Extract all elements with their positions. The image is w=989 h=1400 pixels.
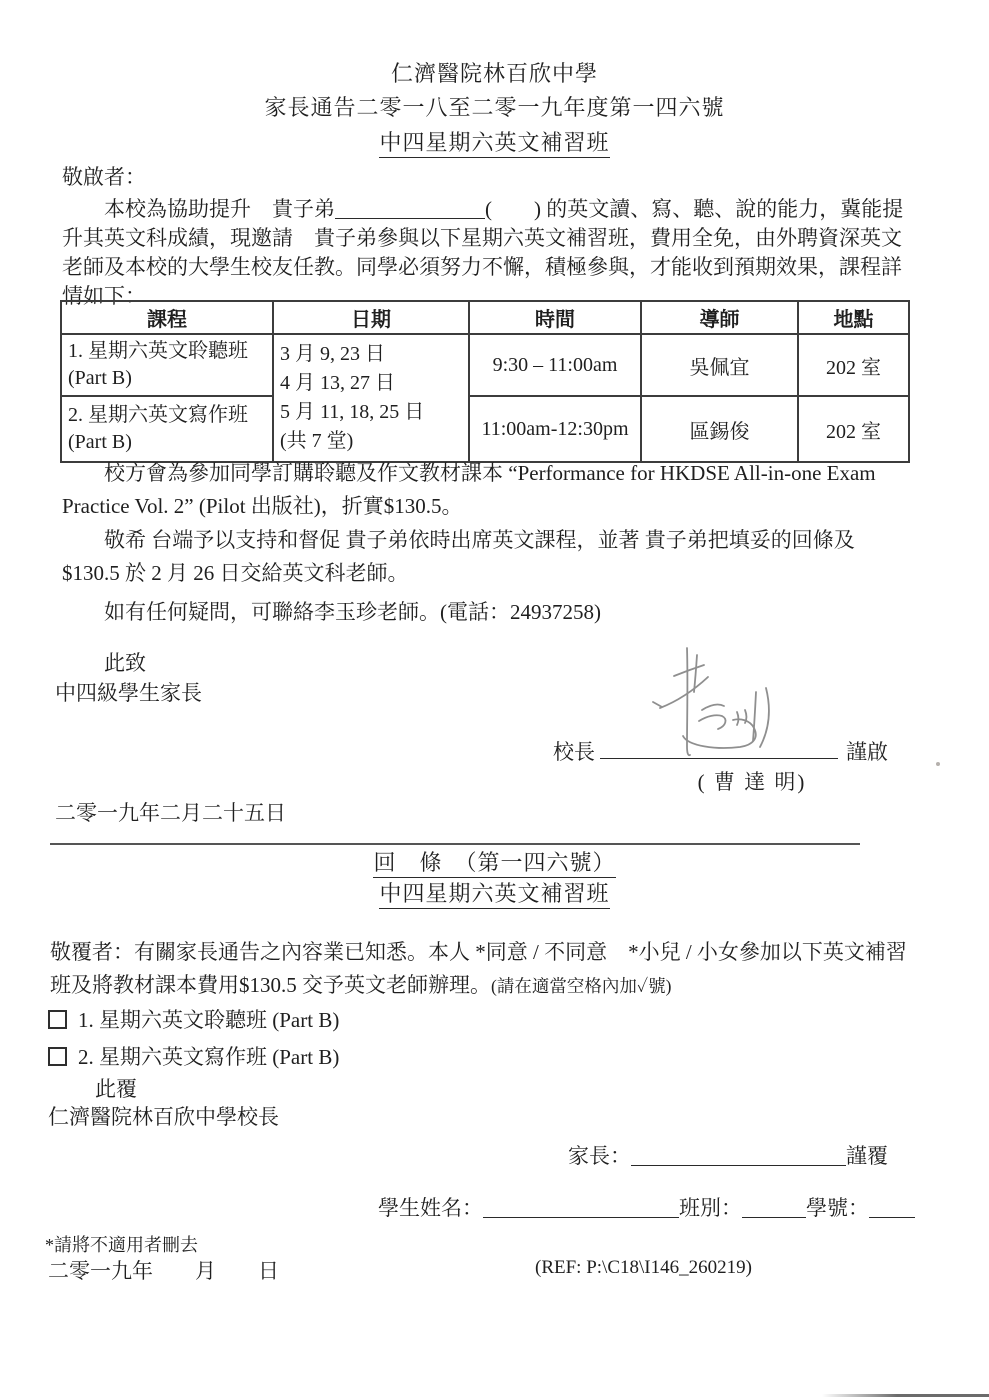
parent-respect: 謹覆 — [846, 1144, 888, 1168]
time-cell-2: 11:00am-12:30pm — [469, 396, 641, 462]
parent-label: 家長： — [568, 1144, 631, 1168]
tutor-cell-1: 吳佩宜 — [641, 334, 798, 396]
student-name-blank — [335, 198, 485, 219]
venue-cell-1: 202 室 — [798, 334, 909, 396]
reply-slip-title-wrap — [0, 846, 989, 877]
support-paragraph: 敬希 台端予以支持和督促 貴子弟依時出席英文課程，並著 貴子弟把填妥的回條及$130.5 於 2 月 26 日交給英文科老師。 — [62, 528, 855, 585]
signature-underline — [600, 758, 838, 759]
date-line-4: (共 7 堂) — [280, 430, 354, 452]
reply-addressee: 仁濟醫院林百欣中學校長 — [48, 1105, 279, 1129]
venue-cell-2: 202 室 — [798, 396, 909, 462]
notice-subject-wrap — [0, 126, 989, 157]
reply-slip-divider — [50, 843, 860, 845]
course-2-part: (Part B) — [68, 431, 132, 453]
materials-paragraph: 校方會為參加同學訂購聆聽及作文教材課本 “Performance for HKDSE All-in-one Exam Practice Vol. 2” (Pilot 出版社)，折實$130.5。 — [62, 461, 876, 518]
header-course: 課程 — [61, 301, 273, 334]
intro-text-before: 本校為協助提升 貴子弟 — [104, 197, 335, 221]
parent-signature-blank — [631, 1145, 846, 1166]
tutor-cell-2: 區錫俊 — [641, 396, 798, 462]
reply-slip-title: 回 條 （第一四六號） — [373, 850, 615, 878]
header-time: 時間 — [469, 301, 641, 334]
date-line-3: 5 月 11, 18, 25 日 — [280, 401, 425, 423]
issue-date: 二零一九年二月二十五日 — [55, 801, 286, 825]
course-2-name: 2. 星期六英文寫作班 — [68, 404, 248, 426]
closing-phrase: 此致 — [104, 651, 146, 675]
option-1-checkbox — [48, 1010, 67, 1029]
student-no-blank — [869, 1197, 915, 1218]
class-label: 班別： — [679, 1196, 742, 1220]
table-header-row — [61, 301, 909, 334]
reply-slip-subject: 中四星期六英文補習班 — [379, 881, 609, 909]
option-row-2 — [48, 1041, 339, 1071]
notice-subject: 中四星期六英文補習班 — [379, 130, 609, 158]
deletion-footnote: *請將不適用者刪去 — [45, 1235, 198, 1255]
option-2-label: 2. 星期六英文寫作班 (Part B) — [78, 1045, 340, 1069]
course-1-part: (Part B) — [68, 367, 132, 389]
principal-signature — [590, 628, 830, 768]
header-date: 日期 — [273, 301, 469, 334]
reply-body-note: (請在適當空格內加✓號) — [491, 976, 672, 996]
school-name: 仁濟醫院林百欣中學 — [390, 61, 598, 86]
recipient-line: 中四級學生家長 — [55, 681, 202, 705]
option-2-checkbox — [48, 1047, 67, 1066]
course-cell-1 — [61, 334, 273, 396]
scan-edge-artifact — [822, 1394, 989, 1397]
student-line — [378, 1192, 915, 1222]
option-row-1 — [48, 1004, 339, 1034]
course-1-name: 1. 星期六英文聆聽班 — [68, 340, 248, 362]
table-row — [61, 396, 909, 462]
time-cell-1: 9:30 – 11:00am — [469, 334, 641, 396]
student-name-label: 學生姓名： — [378, 1196, 483, 1220]
salutation: 敬啟者： — [62, 165, 146, 189]
reply-body-main: 敬覆者：有關家長通告之內容業已知悉。本人 *同意 / 不同意 *小兒 / 小女參加以下英文補習班及將教材課本費用$130.5 交予英文老師辦理。 — [50, 940, 907, 997]
dates-cell — [273, 334, 469, 462]
student-no-label: 學號： — [806, 1196, 869, 1220]
intro-paragraph — [62, 195, 907, 311]
reply-body — [50, 936, 912, 1003]
principal-name: ( 曹 達 明) — [697, 770, 807, 794]
principal-label: 校長 — [553, 740, 595, 764]
option-1-label: 1. 星期六英文聆聽班 (Part B) — [78, 1008, 340, 1032]
principal-respect: 謹啟 — [846, 740, 888, 764]
reply-closing: 此覆 — [95, 1077, 137, 1101]
course-cell-2 — [61, 396, 273, 462]
header-venue: 地點 — [798, 301, 909, 334]
header-tutor: 導師 — [641, 301, 798, 334]
reply-slip-subject-wrap — [0, 877, 989, 908]
table-row — [61, 334, 909, 396]
intro-text-after: ( ) 的英文讀、寫、聽、說的能力，冀能提升其英文科成績，現邀請 貴子弟參與以下星期六英文補習班，費用全免，由外聘資深英文老師及本校的大學生校友任教。同學必須努力不懈，積極參與，才能收到預期效果，課程詳情如下： — [62, 197, 904, 308]
scan-speck — [936, 762, 940, 766]
contact-line: 如有任何疑問，可聯絡李玉珍老師。(電話：24937258) — [104, 600, 601, 624]
parent-line — [568, 1140, 888, 1170]
course-table — [60, 300, 910, 463]
reply-date: 二零一九年 月 日 — [48, 1259, 279, 1283]
notice-number: 家長通告二零一八至二零一九年度第一四六號 — [264, 95, 725, 120]
date-line-2: 4 月 13, 27 日 — [280, 372, 395, 394]
student-name-field-blank — [483, 1197, 679, 1218]
class-blank — [742, 1197, 806, 1218]
date-line-1: 3 月 9, 23 日 — [280, 343, 385, 365]
ref-code: (REF: P:\C18\I146_260219) — [535, 1257, 752, 1278]
